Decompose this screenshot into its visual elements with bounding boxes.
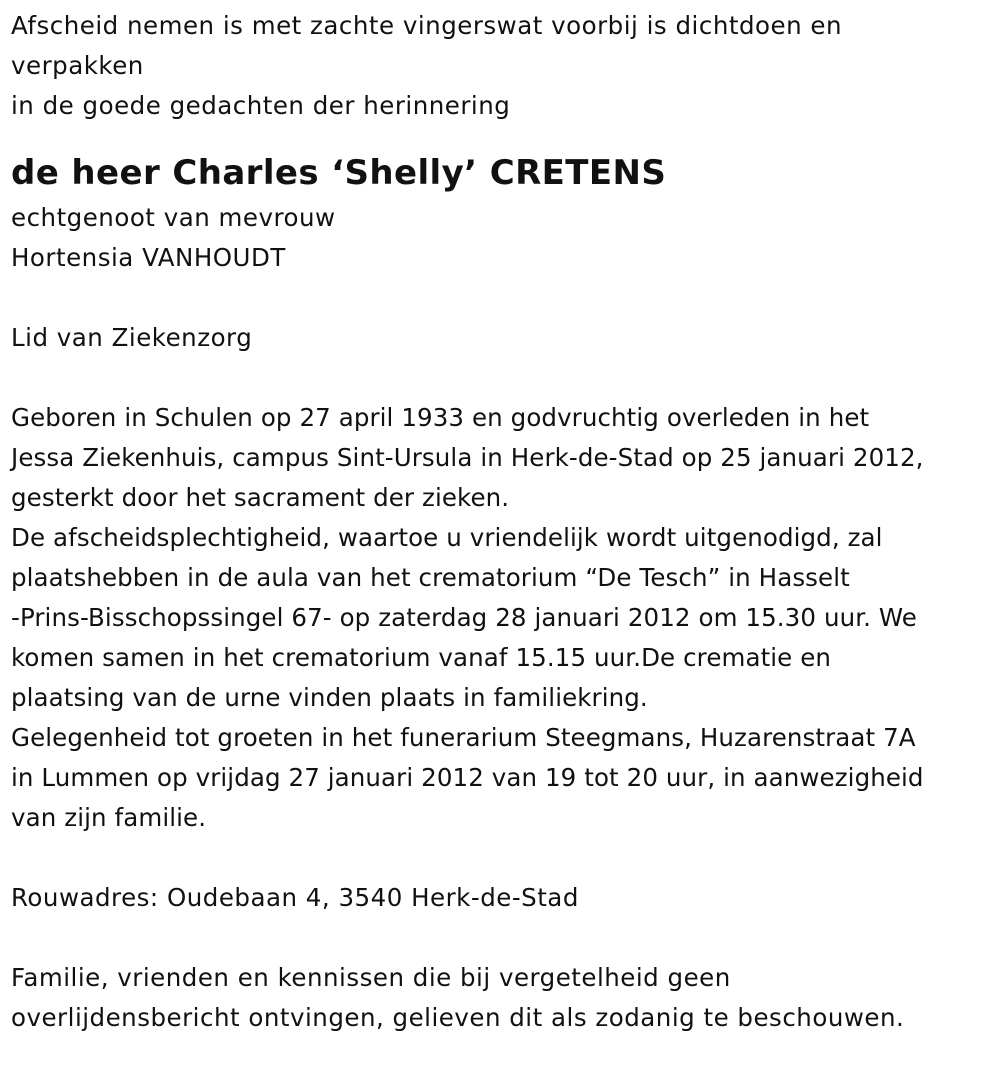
membership-line: Lid van Ziekenzorg <box>11 323 253 352</box>
body-line: Gelegenheid tot groeten in het funerarium Steegmans, Huzarenstraat 7A <box>11 723 916 752</box>
spouse-info <box>11 198 990 278</box>
intro-poem <box>11 6 990 126</box>
body-line: gesterkt door het sacrament der zieken. <box>11 483 510 512</box>
body-text <box>11 398 990 838</box>
body-line: De afscheidsplechtigheid, waartoe u vriendelijk wordt uitgenodigd, zal <box>11 523 883 552</box>
spacer <box>11 838 990 878</box>
body-line: -Prins-Bisschopssingel 67- op zaterdag 28 januari 2012 om 15.30 uur. We <box>11 603 917 632</box>
body-line: plaatsing van de urne vinden plaats in familiekring. <box>11 683 648 712</box>
body-line: Jessa Ziekenhuis, campus Sint-Ursula in Herk-de-Stad op 25 januari 2012, <box>11 443 924 472</box>
spacer <box>11 358 990 398</box>
body-line: Geboren in Schulen op 27 april 1933 en godvruchtig overleden in het <box>11 403 870 432</box>
body-line: plaatshebben in de aula van het crematorium “De Tesch” in Hasselt <box>11 563 850 592</box>
body-line: van zijn familie. <box>11 803 207 832</box>
deceased-name: de heer Charles ‘Shelly’ CRETENS <box>11 153 667 193</box>
spacer <box>11 278 990 318</box>
spouse-line: Hortensia VANHOUDT <box>11 243 286 272</box>
body-line: in Lummen op vrijdag 27 januari 2012 van 19 tot 20 uur, in aanwezigheid <box>11 763 924 792</box>
mourning-address: Rouwadres: Oudebaan 4, 3540 Herk-de-Stad <box>11 883 579 912</box>
closing-line: overlijdensbericht ontvingen, gelieven dit als zodanig te beschouwen. <box>11 1003 905 1032</box>
closing-line: Familie, vrienden en kennissen die bij vergetelheid geen <box>11 963 731 992</box>
spouse-line: echtgenoot van mevrouw <box>11 203 336 232</box>
intro-line: verpakken <box>11 51 144 80</box>
closing-note <box>11 958 990 1038</box>
spacer <box>11 918 990 958</box>
body-line: komen samen in het crematorium vanaf 15.15 uur.De crematie en <box>11 643 832 672</box>
intro-line: in de goede gedachten der herinnering <box>11 91 511 120</box>
intro-line: Afscheid nemen is met zachte vingerswat voorbij is dichtdoen en <box>11 11 842 40</box>
